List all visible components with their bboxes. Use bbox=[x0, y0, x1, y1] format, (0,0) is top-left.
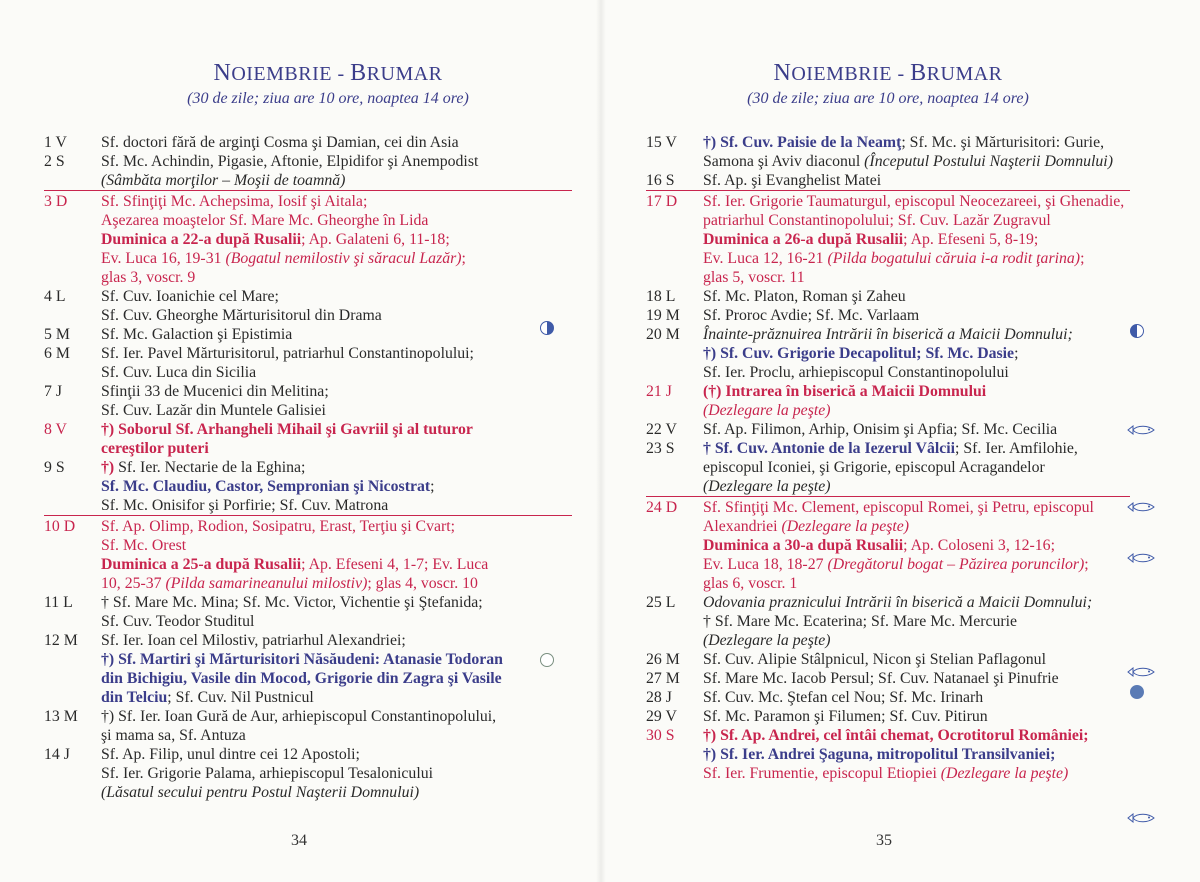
day-entry-15: 15 V †) Sf. Cuv. Paisie de la Neamţ; Sf. Mc. şi Mărturisitori: Gurie, Samona şi Aviv diaconul (Începutul Postului Naşterii Domnului) bbox=[646, 134, 1113, 170]
month-subtitle: (30 de zile; ziua are 10 ore, noaptea 14 ore) bbox=[747, 90, 1029, 107]
day-entry-19: 19 M Sf. Proroc Avdie; Sf. Mc. Varlaam bbox=[646, 307, 920, 324]
day-entry-24: 24 D Sf. Sfinţiţi Mc. Clement, episcopul Romei, şi Petru, episcopul Alexandriei (Dezlegare la peşte) Duminica a 30-a după Rusalii; Ap. Coloseni 3, 12-16; Ev. Luca 18, 18-27 (Dregătorul bogat – Păzirea poruncilor); glas 6, voscr. 1 bbox=[646, 496, 1130, 593]
day-entry-21: 21 J (†) Intrarea în biserică a Maicii Domnului (Dezlegare la peşte) bbox=[646, 383, 987, 419]
page-left bbox=[44, 0, 572, 882]
day-entry-22: 22 V Sf. Ap. Filimon, Arhip, Onisim şi Apfia; Sf. Mc. Cecilia bbox=[646, 421, 1058, 438]
full-moon-icon bbox=[540, 653, 554, 667]
month-title: NOIEMBRIE - BRUMAR bbox=[213, 60, 443, 86]
day-entry-28: 28 J Sf. Cuv. Mc. Ştefan cel Nou; Sf. Mc. Irinarh bbox=[646, 689, 984, 706]
day-entry-4: 4 L Sf. Cuv. Ioanichie cel Mare; Sf. Cuv. Gheorghe Mărturisitorul din Drama bbox=[44, 288, 382, 324]
day-entry-23: 23 S † Sf. Cuv. Antonie de la Iezerul Vâlcii; Sf. Ier. Amfilohie, episcopul Iconiei, şi Grigorie, episcopul Acragandelor (Dezlegare la peşte) bbox=[646, 440, 1078, 495]
fish-icon bbox=[1126, 502, 1156, 512]
day-entry-26: 26 M Sf. Cuv. Alipie Stâlpnicul, Nicon şi Stelian Paflagonul bbox=[646, 651, 1046, 668]
day-entry-11: 11 L † Sf. Mare Mc. Mina; Sf. Mc. Victor, Vichentie şi Ştefanida; Sf. Cuv. Teodor Studitul bbox=[44, 594, 483, 630]
fish-icon bbox=[1126, 813, 1156, 823]
day-entry-1: 1 V Sf. doctori fără de arginţi Cosma şi Damian, cei din Asia bbox=[44, 134, 459, 151]
day-entry-16: 16 S Sf. Ap. şi Evanghelist Matei bbox=[646, 172, 882, 189]
day-entry-6: 6 M Sf. Ier. Pavel Mărturisitorul, patriarhul Constantinopolului; Sf. Cuv. Luca din Sicilia bbox=[44, 345, 474, 381]
day-entry-3: 3 D Sf. Sfinţiţi Mc. Achepsima, Iosif şi Aitala; Aşezarea moaştelor Sf. Mare Mc. Gheorghe în Lida Duminica a 22-a după Rusalii; Ap. Galateni 6, 11-18; Ev. Luca 16, 19-31 (Bogatul nemilostiv şi săracul Lazăr); glas 3, voscr. 9 bbox=[44, 190, 572, 287]
book-fold bbox=[596, 0, 606, 882]
day-entry-18: 18 L Sf. Mc. Platon, Roman şi Zaheu bbox=[646, 288, 906, 305]
page-number: 35 bbox=[876, 832, 892, 849]
day-entry-30: 30 S †) Sf. Ap. Andrei, cel întâi chemat, Ocrotitorul României; †) Sf. Ier. Andrei Şaguna, mitropolitul Transilvaniei; Sf. Ier. Frumentie, episcopul Etiopiei (Dezlegare la peşte) bbox=[646, 727, 1089, 782]
day-entry-29: 29 V Sf. Mc. Paramon şi Filumen; Sf. Cuv. Pitirun bbox=[646, 708, 988, 725]
first-quarter-moon-icon bbox=[540, 321, 554, 335]
month-title: NOIEMBRIE - BRUMAR bbox=[773, 60, 1003, 86]
day-entry-2: 2 S Sf. Mc. Achindin, Pigasie, Aftonie, Elpidifor şi Anempodist (Sâmbăta morţilor – Moşii de toamnă) bbox=[44, 153, 479, 189]
new-moon-icon bbox=[1130, 685, 1144, 699]
entries-list bbox=[646, 133, 1130, 783]
day-entry-17: 17 D Sf. Ier. Grigorie Taumaturgul, episcopul Neocezareei, şi Ghenadie, patriarhul Constantinopolului; Sf. Cuv. Lazăr Zugravul Duminica a 26-a după Rusalii; Ap. Efeseni 5, 8-19; Ev. Luca 12, 16-21 (Pilda bogatului căruia i-a rodit ţarina); glas 5, voscr. 11 bbox=[646, 190, 1130, 287]
day-entry-7: 7 J Sfinţii 33 de Mucenici din Melitina; Sf. Cuv. Lazăr din Muntele Galisiei bbox=[44, 383, 329, 419]
entries-list bbox=[44, 133, 572, 802]
day-entry-13: 13 M †) Sf. Ier. Ioan Gură de Aur, arhiepiscopul Constantinopolului, şi mama sa, Sf. Antuza bbox=[44, 708, 497, 744]
day-entry-9: 9 S †) Sf. Ier. Nectarie de la Eghina; Sf. Mc. Claudiu, Castor, Sempronian şi Nicostrat; Sf. Mc. Onisifor şi Porfirie; Sf. Cuv. Matrona bbox=[44, 459, 435, 514]
fish-icon bbox=[1126, 667, 1156, 677]
day-entry-10: 10 D Sf. Ap. Olimp, Rodion, Sosipatru, Erast, Terţiu şi Cvart; Sf. Mc. Orest Duminica a 25-a după Rusalii; Ap. Efeseni 4, 1-7; Ev. Luca 10, 25-37 (Pilda samarineanului milostiv); glas 4, voscr. 10 bbox=[44, 515, 572, 593]
day-entry-27: 27 M Sf. Mare Mc. Iacob Persul; Sf. Cuv. Natanael şi Pinufrie bbox=[646, 670, 1059, 687]
last-quarter-moon-icon bbox=[1130, 324, 1144, 338]
day-entry-20: 20 M Înainte-prăznuirea Intrării în biserică a Maicii Domnului; †) Sf. Cuv. Grigorie Decapolitul; Sf. Mc. Dasie; Sf. Ier. Proclu, arhiepiscopul Constantinopolului bbox=[646, 326, 1073, 381]
day-entry-25: 25 L Odovania praznicului Intrării în biserică a Maicii Domnului; † Sf. Mare Mc. Ecaterina; Sf. Mare Mc. Mercurie (Dezlegare la peşte) bbox=[646, 594, 1093, 649]
page-number: 34 bbox=[291, 832, 307, 849]
day-entry-5: 5 M Sf. Mc. Galaction şi Epistimia bbox=[44, 326, 293, 343]
fish-icon bbox=[1126, 553, 1156, 563]
fish-icon bbox=[1126, 425, 1156, 435]
page-right bbox=[646, 0, 1130, 882]
day-entry-14: 14 J Sf. Ap. Filip, unul dintre cei 12 Apostoli; Sf. Ier. Grigorie Palama, arhiepiscopul Tesalonicului (Lăsatul secului pentru Postul Naşterii Domnului) bbox=[44, 746, 434, 801]
month-subtitle: (30 de zile; ziua are 10 ore, noaptea 14 ore) bbox=[187, 90, 469, 107]
day-entry-12: 12 M Sf. Ier. Ioan cel Milostiv, patriarhul Alexandriei; †) Sf. Martiri şi Mărturisitori Năsăudeni: Atanasie Todoran din Bichigiu, Vasile din Mocod, Grigorie din Zagra şi Vasile din Telciu; Sf. Cuv. Nil Pustnicul bbox=[44, 632, 503, 706]
day-entry-8: 8 V †) Soborul Sf. Arhangheli Mihail şi Gavriil şi al tuturor cereştilor puteri bbox=[44, 421, 473, 457]
